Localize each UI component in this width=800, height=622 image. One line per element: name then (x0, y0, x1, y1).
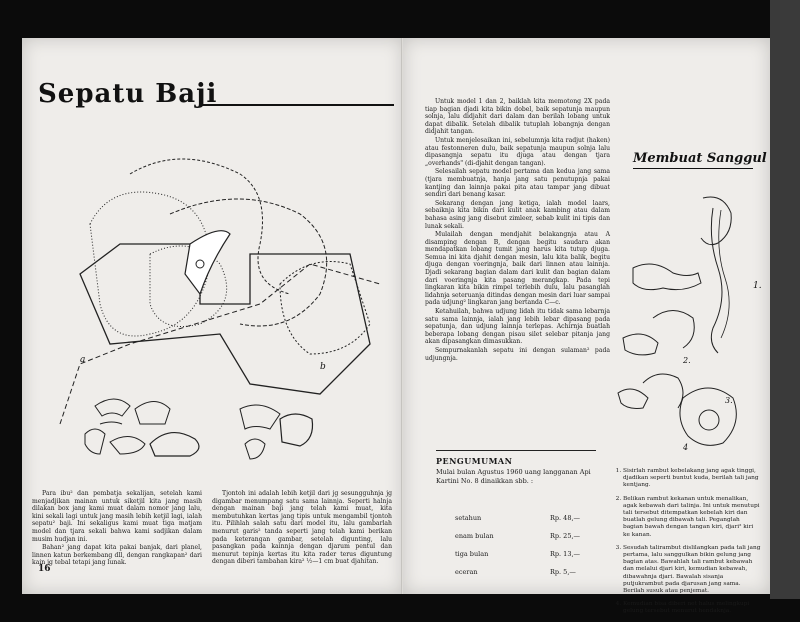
paragraph: Untuk menjelesaikan ini, sebelumnja kita radjut (haken) atau festonneren dulu, baik sepatunja maupun solnja lalu dipasangnja sepatu itu djuga atau dengan tjara „overhands" (di-djahit dengan tangan). (425, 136, 610, 167)
figure-label: 2. (683, 356, 691, 365)
announcement-subtitle: Mulai bulan Agustus 1960 uang langganan Api Kartini No. 8 dinaikkan sbb. : (436, 468, 591, 485)
figure-label: 1. (753, 281, 762, 291)
step-item: 2. Belikan rambut kekanan untuk menalikan, agak kebawah dari talinja. Ini untuk menutupi tali tersebut ditempatkan kebelah kiri dan buatlah gelung dibawah tali. Peganglah bagian bawah dengan tangan kiri, djari² kiri ke kanan. (623, 496, 761, 539)
pattern-outline-2 (130, 159, 290, 294)
announcement-rule (436, 450, 596, 451)
hair-section-title: Membuat Sanggul (633, 151, 767, 166)
hair-bun (699, 410, 719, 430)
price-row (455, 568, 605, 576)
hand-2 (623, 334, 658, 355)
price-label: tiga bulan (455, 550, 489, 558)
paragraph: Untuk model 1 dan 2, baiklah kita memotong 2X pada tiap bagian djadi kita bikin dobel, baik sepatunja maupun solnja, lalu didjahit dari dalam dan berilah lobang untuk dapat dibalik. Setelah dibalik tutuplah lobangnja dengan didjahit tangan. (425, 98, 610, 136)
piece-sole-1 (85, 429, 105, 454)
left-page (22, 38, 403, 594)
piece-toe-2 (100, 422, 122, 424)
hair-strands-1 (711, 208, 722, 353)
price-label: eceran (455, 568, 478, 576)
paragraph: Sekarang dengan jang ketiga, ialah model laars, sebaiknja kita bikin dari kulit anak kambing atau dalam bahasa asing jang disebut zimleer, sebab kulit ini tipis dan lunak sekali. (425, 199, 610, 230)
hair-title-rule (633, 168, 753, 169)
piece-toe-1 (95, 399, 130, 416)
piece-upper-1 (135, 402, 170, 425)
hand-3 (618, 389, 648, 408)
paragraph: Mulailah dengan mendjahit belakangnja atau A disamping dengan B, dengan begitu saudara akan mendapatkan lobang tumit jang harus kita tutup djuga. Semua ini kita djahit dengan mesin, lalu kita balik, begitu djuga dengan voeringnja, baik dari linnen atau lainnja. Djadi sekarang bagian dalam dari kulit dan bagian dalam dari voeringnja kita pasang merangkap. Pada tepi lingkaran kita bikin rimpel terlebih dulu, lalu pasanglah lidahnja seteruanja ditindas dengan mesin dari luar sampai pada udjung² lingkaran jang bertanda C—c. (425, 231, 610, 307)
steps-list (611, 468, 761, 616)
piece-boot-2 (280, 414, 313, 446)
step-item: 1. Sisirlah rambut kebelakang jang agak tinggi, djadikan seperti buntut kuda, berilah tali jang kentjang. (623, 468, 761, 490)
pattern-tongue (185, 231, 230, 294)
step-item: 4. Kemudian bisa diberi net halus melingkupi gelung tersebut menurut hendaknja. (623, 601, 761, 615)
title-rule (202, 104, 394, 106)
pattern-label-a: a (80, 355, 86, 365)
hair-head-2 (653, 311, 694, 349)
paragraph: Selesailah sepatu model pertama dan kedua jang sama (tjara membuatnja, hanja jang satu penutupnja pakai kantjing dan lainnja pakai pita atau tampar jang dibuat sendiri dari benang kasar. (425, 168, 610, 199)
hair-head-3 (643, 374, 683, 408)
price-value: Rp. 13,— (550, 550, 581, 558)
paragraph: Tjontoh ini adalah lebih ketjil dari jg sesungguhnja jg digambar menumpang satu sama lainnja. Seperti halnja dengan mainan baji jang telah kami muat, kita membutuhkan kertas jang tipis untuk mengambil tjontoh itu. Pilihlah salah satu dari model itu, lalu gambarlah menurut garis² tanda seperti jang telah kami berikan pada keterangan gambar, setelah digunting, lalu pasangkan pada kainnja dengan djarum pentul dan menurut tepinja kertas itu kita rader terus diguntung dengan diberi tambahan kira² ½—1 cm buat djahitan. (212, 490, 392, 566)
hair-strands-2 (719, 210, 729, 338)
hand-1 (633, 264, 701, 290)
page-number: 16 (38, 564, 51, 574)
price-value: Rp. 5,— (550, 568, 576, 576)
page-title: Sepatu Baji (38, 79, 218, 109)
left-column-1 (32, 490, 202, 568)
paragraph: Sempurnakanlah sepatu ini dengan sulaman² pada udjungnja. (425, 347, 610, 362)
shoe-pattern-figure (50, 124, 400, 474)
price-value: Rp. 25,— (550, 532, 581, 540)
piece-sole-2 (245, 439, 265, 459)
right-page (403, 38, 770, 615)
background-edge (770, 0, 800, 599)
paragraph: Bahan² jang dapat kita pakai banjak, dari planel, linnen katun berkembang dll, dengan rangkapan² dari kain jg tebal tetapi jang lunak. (32, 544, 202, 567)
pattern-label-b: b (320, 362, 326, 372)
figure-label: 4 (683, 443, 689, 452)
right-column-1 (425, 98, 610, 363)
left-column-2 (212, 490, 392, 567)
piece-shoe-2 (110, 436, 145, 454)
price-row (455, 532, 605, 540)
price-label: enam bulan (455, 532, 494, 540)
price-row (455, 514, 605, 522)
price-value: Rp. 48,— (550, 514, 581, 522)
price-label: setahun (455, 514, 482, 522)
hair-illustration (613, 178, 763, 468)
piece-shoe-1 (150, 433, 199, 456)
hair-steps (611, 468, 761, 622)
announcement-title: PENGUMUMAN (436, 456, 513, 466)
hair-head-1 (701, 197, 731, 245)
piece-boot-1 (240, 405, 280, 429)
step-item: 3. Sesudah talirambut dislilangkan pada tali jang pertama, lalu sanggulkan bikin gelung jang bagian atas. Bawahlah tali rambut kebawah dan melalui djari kiri, kemudian kebawah, dibawahnja djari. Bawalah sisanja putjukrambut pada djarusan jang sama. Berilah susuk atau penjemat. (623, 545, 761, 595)
paragraph: Para ibu² dan pembatja sekalijan, setelah kami menjadjikan mainan untuk siketjil kita jang masih dilakan box jang kami muat dalam nomor jang lalu, kini sekali lagi untuk jang masih lebih ketjil lagi, ialah sepatu² baji. Ini sekaligus kami muat tiga matjam model dan tjara sekali bahwa kami sadjikan dalam musim hudjan ini. (32, 490, 202, 543)
price-row (455, 550, 605, 558)
figure-label: 3. (725, 396, 733, 405)
paragraph: Ketahuilah, bahwa udjung lidah itu tidak sama lebarnja satu sama lainnja, ialah jang lebih lebar dipasang pada sepatunja, dan udjung lainnja terlepas. Achirnja buatlah beberapa lobang dengan pisau silet selebar pitanja jang akan dipasangkan dimasukkan. (425, 308, 610, 346)
